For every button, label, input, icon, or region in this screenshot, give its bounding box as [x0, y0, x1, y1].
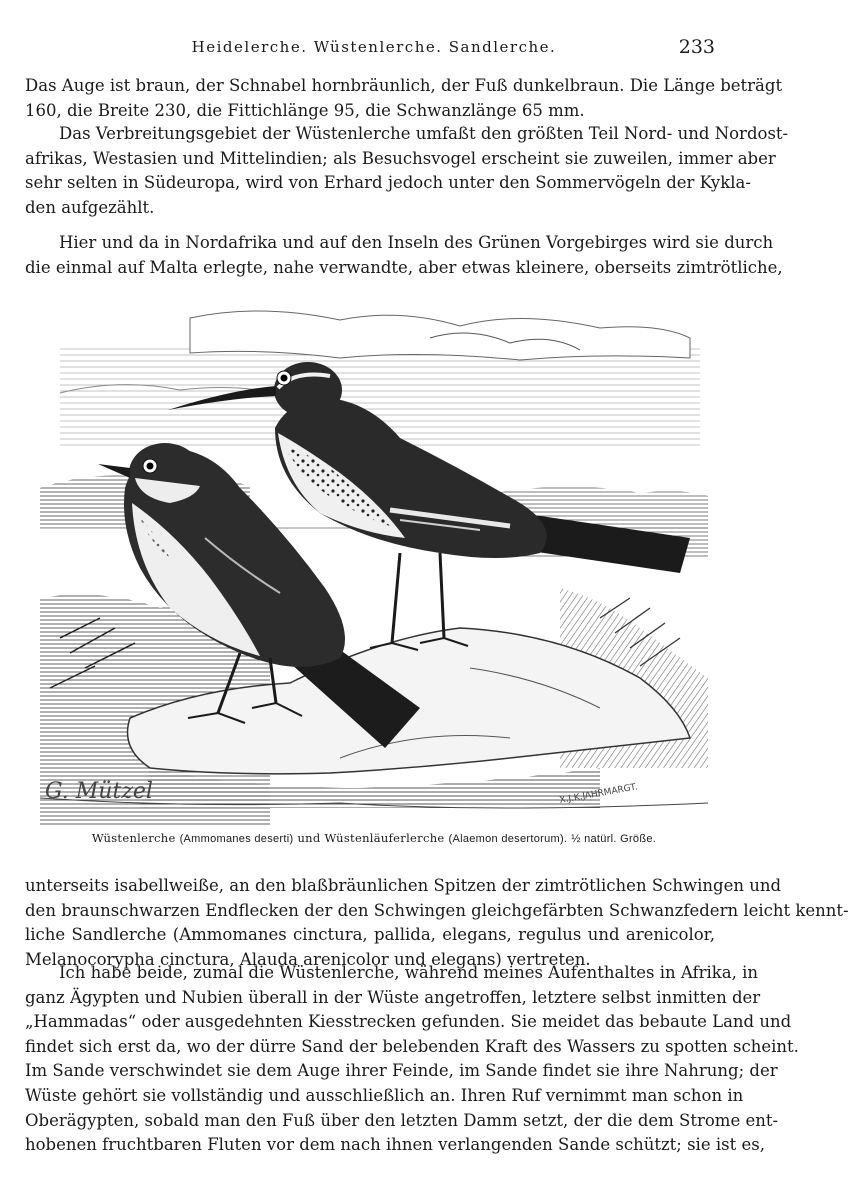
text-line: Hier und da in Nordafrika und auf den Inseln des Grünen Vorgebirges wird sie durch [59, 233, 774, 252]
paragraph-observations [25, 961, 799, 1158]
text-line: 160, die Breite 230, die Fittichlänge 95, die Schwanzlänge 65 mm. [25, 100, 585, 120]
text-line: Wüste gehört sie vollständig und ausschließlich an. Ihren Ruf vernimmt man schon in [25, 1085, 744, 1105]
text-line: Melanocorypha cinctura, Alauda arenicolor und elegans) vertreten. [25, 949, 591, 969]
page-number: 233 [678, 36, 715, 58]
caption-species-1: Wüstenlerche [91, 831, 176, 845]
caption-latin-2: (Alaemon desertorum). [448, 833, 568, 845]
caption-conjunction: und [297, 831, 321, 845]
text-line: liche Sandlerche (Ammomanes cinctura, pallida, elegans, regulus und arenicolor, [25, 925, 715, 945]
text-line: ganz Ägypten und Nubien überall in der Wüste angetroffen, letztere selbst inmitten der [25, 987, 761, 1007]
running-head [0, 36, 748, 60]
text-line: Das Auge ist braun, der Schnabel hornbräunlich, der Fuß dunkelbraun. Die Länge beträgt [25, 76, 783, 95]
text-line: afrikas, Westasien und Mittelindien; als Besuchsvogel erscheint sie zuweilen, immer aber [25, 148, 776, 168]
text-line: Ich habe beide, zumal die Wüstenlerche, während meines Aufenthaltes in Afrika, in [59, 963, 758, 982]
running-title: Heidelerche. Wüstenlerche. Sandlerche. [191, 38, 557, 56]
text-line: die einmal auf Malta erlegte, nahe verwandte, aber etwas kleinere, oberseits zimtrötliche, [25, 257, 783, 277]
text-line: den aufgezählt. [25, 197, 155, 217]
engraver-signature: X.J.K.JAHRMARGT. [558, 782, 639, 806]
figure-caption [0, 831, 748, 845]
paragraph-measurements [25, 74, 783, 123]
paragraph-sandlark-intro [25, 231, 783, 280]
text-line: sehr selten in Südeuropa, wird von Erhard jedoch unter den Sommervögeln der Kykla- [25, 173, 751, 193]
paragraph-distribution [25, 122, 789, 220]
text-line: Das Verbreitungsgebiet der Wüstenlerche umfaßt den größten Teil Nord- und Nordost- [59, 124, 789, 143]
text-line: Oberägypten, sobald man den Fuß über den letzten Damm setzt, der die dem Strome ent- [25, 1110, 779, 1130]
caption-scale: ½ natürl. Größe. [571, 833, 657, 845]
text-line: den braunschwarzen Endflecken der den Schwingen gleichgefärbten Schwanzfedern leicht kennt- [25, 900, 849, 920]
caption-species-2: Wüstenläuferlerche [324, 831, 445, 845]
text-line: findet sich erst da, wo der dürre Sand der belebenden Kraft des Wassers zu spotten scheint. [25, 1036, 799, 1056]
engraving-illustration [40, 298, 708, 826]
text-line: hobenen fruchtbaren Fluten vor dem nach ihnen verlangenden Sande schützt; sie ist es, [25, 1135, 765, 1155]
text-line: Im Sande verschwindet sie dem Auge ihrer Feinde, im Sande findet sie ihre Nahrung; der [25, 1061, 778, 1081]
artist-signature: G. Mützel [45, 779, 153, 804]
caption-latin-1: (Ammomanes deserti) [179, 833, 294, 845]
paragraph-sandlark-description [25, 874, 849, 972]
text-line: „Hammadas“ oder ausgedehnten Kiesstrecken gefunden. Sie meidet das bebaute Land und [25, 1012, 792, 1032]
text-line: unterseits isabellweiße, an den blaßbräunlichen Spitzen der zimtrötlichen Schwingen und [25, 876, 782, 895]
